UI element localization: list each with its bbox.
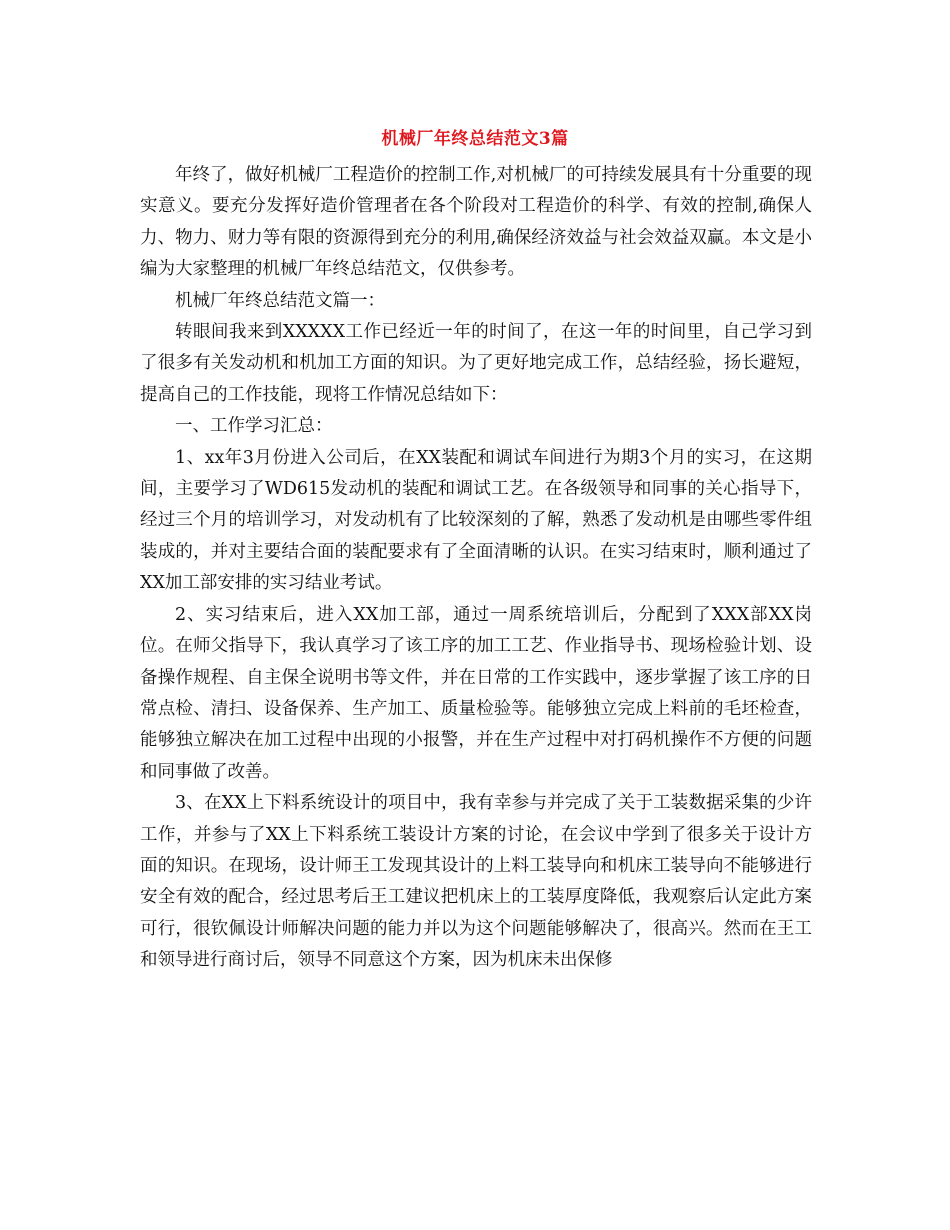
document-title: 机械厂年终总结范文3篇: [381, 129, 569, 149]
document-body: [140, 160, 812, 977]
paragraph-subheading: 一、工作学习汇总：: [175, 416, 333, 437]
paragraph-opening: 转眼间我来到XXXXX工作已经近一年的时间了，在这一年的时间里，自己学习到了很多有关发动机和机加工方面的知识。为了更好地完成工作，总结经验，扬长避短，提高自己的工作技能，现将工作情况总结如下：: [140, 322, 812, 405]
paragraph-section-heading: 机械厂年终总结范文篇一：: [175, 290, 385, 311]
paragraph-item-1: 1、xx年3月份进入公司后，在XX装配和调试车间进行为期3个月的实习，在这期间，主要学习了WD615发动机的装配和调试工艺。在各级领导和同事的关心指导下，经过三个月的培训学习，对发动机有了比较深刻的了解，熟悉了发动机是由哪些零件组装成的，并对主要结合面的装配要求有了全面清晰的认识。在实习结束时，顺利通过了XX加工部安排的实习结业考试。: [140, 447, 812, 594]
paragraph-item-3: 3、在XX上下料系统设计的项目中，我有幸参与并完成了关于工装数据采集的少许工作，并参与了XX上下料系统工装设计方案的讨论，在会议中学到了很多关于设计方面的知识。在现场，设计师王工发现其设计的上料工装导向和机床工装导向不能够进行安全有效的配合，经过思考后王工建议把机床上的工装厚度降低，我观察后认定此方案可行，很钦佩设计师解决问题的能力并以为这个问题能够解决了，很高兴。然而在王工和领导进行商讨后，领导不同意这个方案，因为机床未出保修: [140, 793, 812, 971]
paragraph-intro: 年终了，做好机械厂工程造价的控制工作,对机械厂的可持续发展具有十分重要的现实意义。要充分发挥好造价管理者在各个阶段对工程造价的科学、有效的控制,确保人力、物力、财力等有限的资源得到充分的利用,确保经济效益与社会效益双赢。本文是小编为大家整理的机械厂年终总结范文，仅供参考。: [140, 165, 812, 280]
paragraph-item-2: 2、实习结束后，进入XX加工部，通过一周系统培训后，分配到了XXX部XX岗位。在师父指导下，我认真学习了该工序的加工工艺、作业指导书、现场检验计划、设备操作规程、自主保全说明书等文件，并在日常的工作实践中，逐步掌握了该工序的日常点检、清扫、设备保养、生产加工、质量检验等。能够独立完成上料前的毛坯检查，能够独立解决在加工过程中出现的小报警，并在生产过程中对打码机操作不方便的问题和同事做了改善。: [140, 604, 812, 782]
